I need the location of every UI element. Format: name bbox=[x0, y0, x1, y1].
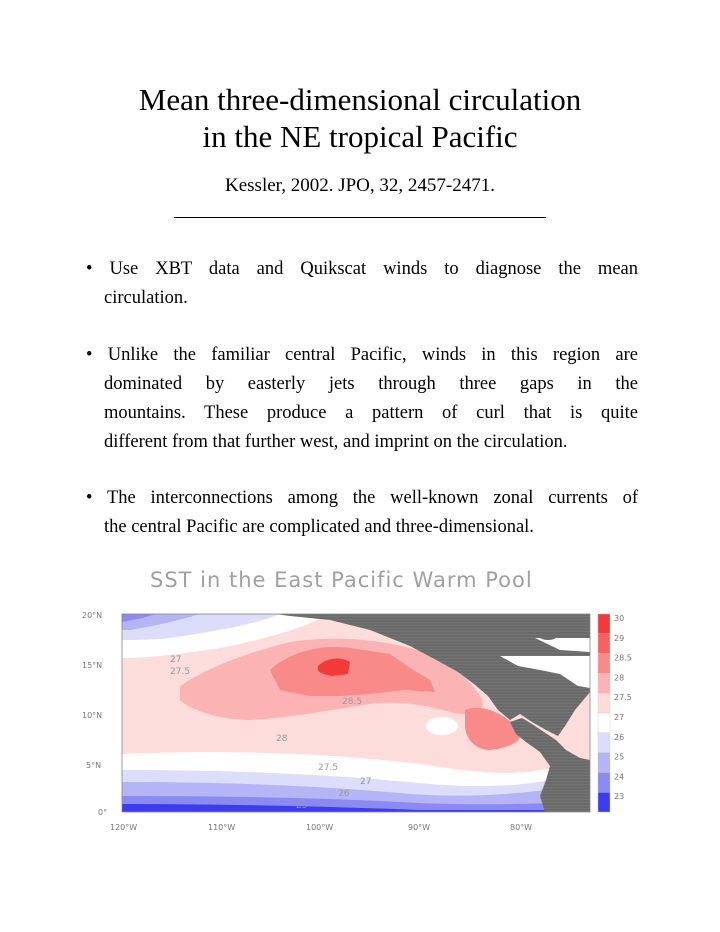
bullet-glyph: • bbox=[86, 259, 93, 279]
colorbar bbox=[598, 614, 632, 812]
bullet-2-line-3: mountains. These produce a pattern of curl that is quite bbox=[104, 403, 638, 423]
colorbar-swatch bbox=[598, 733, 610, 753]
bullet-3-line-1: • The interconnections among the well-known zonal currents of bbox=[86, 488, 639, 508]
colorbar-swatch bbox=[598, 753, 610, 773]
contour-label: 28 bbox=[276, 734, 288, 744]
divider-rule bbox=[174, 217, 546, 218]
colorbar-label: 23 bbox=[614, 792, 625, 802]
colorbar-label: 28.5 bbox=[614, 653, 632, 663]
bullet-glyph: • bbox=[86, 345, 93, 365]
sst-field bbox=[122, 614, 590, 812]
lon-label: 100°W bbox=[306, 823, 334, 832]
colorbar-swatch bbox=[598, 792, 610, 812]
bullet-3 bbox=[86, 484, 638, 542]
colorbar-label: 27 bbox=[614, 713, 625, 722]
contour-label: 27 bbox=[360, 777, 372, 787]
island-cuba bbox=[540, 634, 556, 640]
slide-title-line2: in the NE tropical Pacific bbox=[202, 119, 518, 154]
colorbar-label: 26 bbox=[614, 732, 625, 742]
sst-map bbox=[70, 600, 650, 862]
colorbar-swatch bbox=[598, 673, 610, 693]
slide-title-line1: Mean three-dimensional circulation bbox=[138, 82, 582, 117]
lon-label: 90°W bbox=[408, 823, 431, 832]
lon-label: 120°W bbox=[110, 823, 138, 832]
bullet-1-line-1: • Use XBT data and Quikscat winds to diagnose the mean bbox=[86, 259, 638, 279]
contour-label: 25 bbox=[296, 801, 308, 811]
colorbar-swatch bbox=[598, 614, 610, 634]
colorbar-label: 30 bbox=[614, 614, 625, 623]
colorbar-swatch bbox=[598, 772, 610, 792]
colorbar-swatch bbox=[598, 634, 610, 654]
lat-label: 5°N bbox=[86, 761, 102, 770]
lat-label: 0° bbox=[98, 808, 108, 817]
bullet-2 bbox=[86, 341, 638, 457]
colorbar-swatch bbox=[598, 713, 610, 733]
contour-label: 28.5 bbox=[342, 697, 363, 707]
contour-label: 27.5 bbox=[170, 667, 191, 677]
figure-title: SST in the East Pacific Warm Pool bbox=[150, 568, 533, 592]
bullet-2-line-1: • Unlike the familiar central Pacific, winds in this region are bbox=[86, 345, 639, 365]
bullet-2-line-4: different from that further west, and imprint on the circulation. bbox=[104, 432, 568, 452]
lat-label: 10°N bbox=[82, 711, 103, 720]
sst-eddy-27 bbox=[426, 717, 458, 735]
colorbar-label: 25 bbox=[614, 752, 625, 762]
bullet-1-line-2: circulation. bbox=[104, 288, 188, 308]
contour-label: 26 bbox=[338, 789, 350, 799]
bullet-glyph: • bbox=[86, 488, 93, 508]
colorbar-label: 29 bbox=[614, 633, 625, 643]
lat-label: 15°N bbox=[82, 661, 103, 670]
colorbar-swatch bbox=[598, 693, 610, 713]
colorbar-label: 24 bbox=[614, 772, 625, 782]
citation: Kessler, 2002. JPO, 32, 2457-2471. bbox=[225, 175, 495, 196]
lon-label: 80°W bbox=[510, 823, 533, 832]
colorbar-label: 28 bbox=[614, 673, 625, 683]
bullet-2-line-2: dominated by easterly jets through three gaps in the bbox=[104, 374, 638, 394]
bullet-1 bbox=[86, 255, 638, 313]
lon-label: 110°W bbox=[208, 823, 236, 832]
colorbar-label: 27.5 bbox=[614, 693, 632, 703]
contour-label: 27.5 bbox=[318, 763, 339, 773]
colorbar-swatch bbox=[598, 654, 610, 674]
lat-label: 20°N bbox=[82, 611, 103, 620]
bullet-3-line-2: the central Pacific are complicated and three-dimensional. bbox=[104, 517, 534, 537]
contour-label: 27 bbox=[170, 655, 182, 665]
